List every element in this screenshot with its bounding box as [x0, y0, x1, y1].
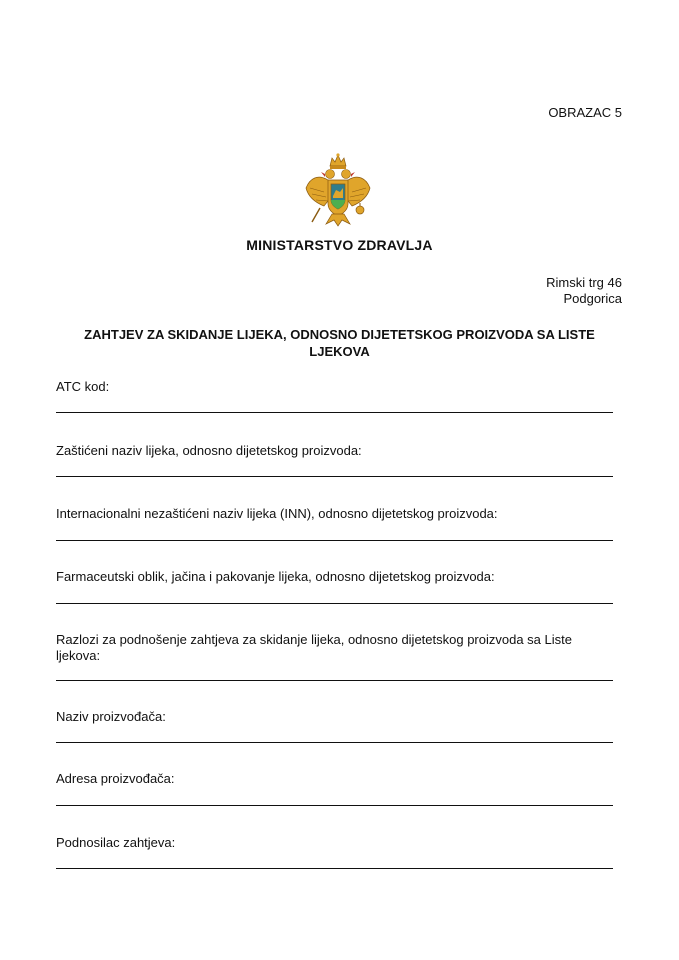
atc-code-input-line[interactable]: [56, 412, 613, 413]
address-street: Rimski trg 46: [546, 275, 622, 290]
reasons-label: Razlozi za podnošenje zahtjeva za skidanje lijeka, odnosno dijetetskog proizvoda sa Liste ljekova:: [56, 632, 572, 663]
atc-code-field[interactable]: [56, 379, 613, 395]
manufacturer-name-field[interactable]: [56, 709, 613, 725]
address-city: Podgorica: [563, 291, 622, 306]
ministry-address: [546, 275, 622, 307]
applicant-label: Podnosilac zahtjeva:: [56, 835, 176, 850]
atc-code-label: ATC kod:: [56, 379, 110, 394]
manufacturer-address-input-line[interactable]: [56, 805, 613, 806]
applicant-field[interactable]: [56, 835, 613, 851]
ministry-name: MINISTARSTVO ZDRAVLJA: [246, 237, 433, 253]
inn-field[interactable]: [56, 506, 613, 522]
pharmaceutical-form-input-line[interactable]: [56, 603, 613, 604]
manufacturer-address-label: Adresa proizvođača:: [56, 771, 175, 786]
manufacturer-address-field[interactable]: [56, 771, 613, 787]
protected-name-input-line[interactable]: [56, 476, 613, 477]
pharmaceutical-form-label: Farmaceutski oblik, jačina i pakovanje lijeka, odnosno dijetetskog proizvoda:: [56, 569, 495, 584]
form-code: OBRAZAC 5: [548, 105, 622, 120]
protected-name-label: Zaštićeni naziv lijeka, odnosno dijetetskog proizvoda:: [56, 443, 362, 458]
pharmaceutical-form-field[interactable]: [56, 569, 613, 585]
reasons-field[interactable]: [56, 632, 613, 664]
applicant-input-line[interactable]: [56, 868, 613, 869]
manufacturer-name-input-line[interactable]: [56, 742, 613, 743]
inn-label: Internacionalni nezaštićeni naziv lijeka (INN), odnosno dijetetskog proizvoda:: [56, 506, 498, 521]
protected-name-field[interactable]: [56, 443, 613, 459]
reasons-input-line[interactable]: [56, 680, 613, 681]
manufacturer-name-label: Naziv proizvođača:: [56, 709, 166, 724]
document-title: ZAHTJEV ZA SKIDANJE LIJEKA, ODNOSNO DIJETETSKOG PROIZVODA SA LISTE LJEKOVA: [84, 327, 595, 359]
montenegro-coat-of-arms-icon: [304, 152, 372, 228]
inn-input-line[interactable]: [56, 540, 613, 541]
